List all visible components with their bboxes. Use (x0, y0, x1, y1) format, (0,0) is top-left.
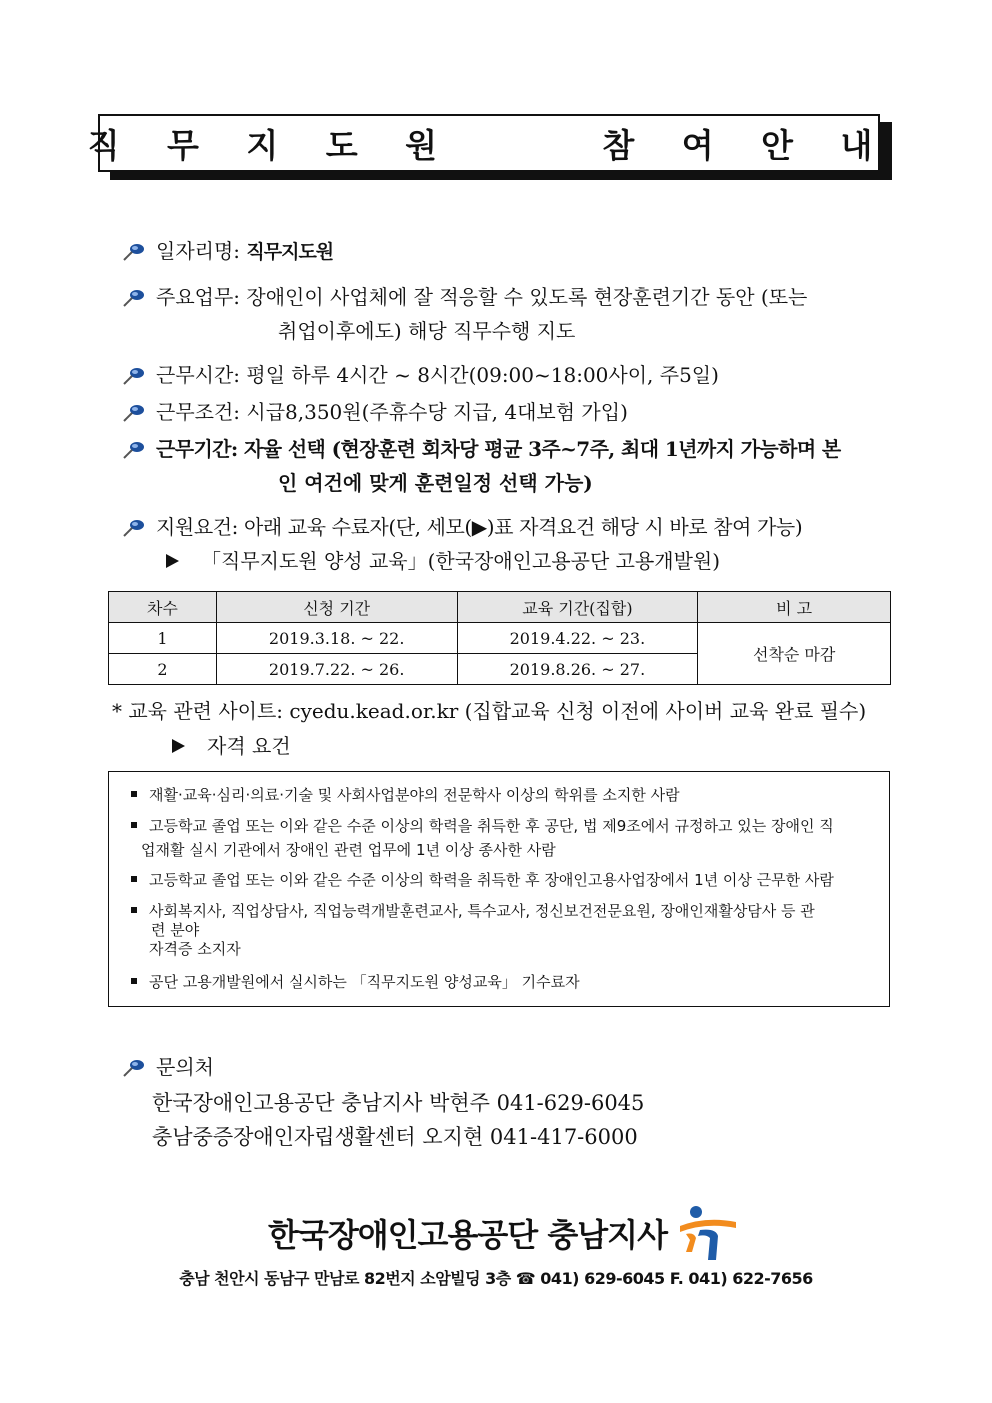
training-label (166, 546, 720, 576)
contact-label: 문의처 (156, 1055, 214, 1079)
cell-round: 1 (109, 623, 217, 654)
pushpin-icon (122, 288, 146, 308)
period-line-2: 인 여건에 맞게 훈련일정 선택 가능) (278, 471, 593, 495)
qualification-item: 사회복지사, 직업상담사, 직업능력개발훈련교사, 특수교사, 정신보건전문요원, 장애인재활상담사 등 관 련 분야 자격증 소지자 (131, 902, 815, 959)
hours-text: 근무시간: 평일 하루 4시간 ~ 8시간(09:00~18:00사이, 주5일) (156, 363, 719, 387)
qualification-label (172, 731, 291, 761)
cell-apply: 2019.7.22. ~ 26. (216, 654, 457, 685)
title-box (87, 114, 891, 172)
conditions-text: 근무조건: 시급8,350원(주휴수당 지급, 4대보험 가입) (156, 400, 628, 424)
job-label: 일자리명: (156, 239, 241, 263)
pushpin-icon (122, 440, 146, 460)
cell-note: 선착순 마감 (698, 623, 891, 685)
bullet-square-icon (131, 876, 137, 882)
duty-line-1: 주요업무: 장애인이 사업체에 잘 적응할 수 있도록 현장훈련기간 동안 (또는 (156, 285, 808, 309)
cell-edu: 2019.8.26. ~ 27. (457, 654, 698, 685)
header-round: 차수 (109, 592, 217, 623)
cell-edu: 2019.4.22. ~ 23. (457, 623, 698, 654)
bullet-square-icon (131, 978, 137, 984)
qualification-item: 고등학교 졸업 또는 이와 같은 수준 이상의 학력을 취득한 후 장애인고용사업장에서 1년 이상 근무한 사람 (131, 870, 834, 890)
qualification-label-text: 자격 요건 (207, 734, 291, 758)
pushpin-icon (122, 403, 146, 423)
kead-logo-icon (676, 1204, 740, 1262)
title-frame (87, 114, 891, 172)
pushpin-icon (122, 1058, 146, 1078)
table-row (109, 623, 891, 654)
site-note: * 교육 관련 사이트: cyedu.kead.or.kr (집합교육 신청 이전에 사이버 교육 완료 필수) (112, 699, 867, 723)
bullet-square-icon (131, 791, 137, 797)
pushpin-icon (122, 518, 146, 538)
bullet-square-icon (131, 822, 137, 828)
bullet-square-icon (131, 907, 137, 913)
triangle-right-icon (172, 739, 185, 753)
duty-line-2: 취업이후에도) 해당 직무수행 지도 (278, 319, 576, 343)
qualification-item: 재활·교육·심리·의료·기술 및 사회사업분야의 전문학사 이상의 학위를 소지한 사람 (131, 785, 680, 805)
job-value: 직무지도원 (246, 241, 334, 263)
header-note: 비 고 (698, 592, 891, 623)
footer-address: 충남 천안시 동남구 만남로 82번지 소암빌딩 3층 ☎ 041) 629-6045 F. 041) 622-7656 (179, 1269, 813, 1288)
pushpin-icon (122, 242, 146, 262)
qualification-box (108, 771, 890, 1007)
qualification-item: 공단 고용개발원에서 실시하는 「직무지도원 양성교육」 기수료자 (131, 972, 580, 992)
header-apply-period: 신청 기간 (216, 592, 457, 623)
cell-apply: 2019.3.18. ~ 22. (216, 623, 457, 654)
page-title: 직 무 지 도 원 참 여 안 내 (87, 125, 891, 165)
schedule-table (108, 591, 891, 685)
header-edu-period: 교육 기간(집합) (457, 592, 698, 623)
cell-round: 2 (109, 654, 217, 685)
period-line-1: 근무기간: 자율 선택 (현장훈련 회차당 평균 3주~7주, 최대 1년까지 가능하며 본 (156, 437, 841, 461)
contact-line-2: 충남중증장애인자립생활센터 오지현 041-417-6000 (152, 1125, 638, 1149)
pushpin-icon (122, 366, 146, 386)
table-header-row (109, 592, 891, 623)
organization-name: 한국장애인고용공단 충남지사 (268, 1216, 667, 1254)
qualification-item: 고등학교 졸업 또는 이와 같은 수준 이상의 학력을 취득한 후 공단, 법 제9조에서 규정하고 있는 장애인 직 업재활 실시 기관에서 장애인 관련 업무에 1년 이상 종사한 사람 (131, 816, 834, 860)
triangle-right-icon (166, 554, 179, 568)
apply-text: 지원요건: 아래 교육 수료자(단, 세모(▶)표 자격요건 해당 시 바로 참여 가능) (156, 515, 803, 539)
contact-line-1: 한국장애인고용공단 충남지사 박현주 041-629-6045 (152, 1091, 645, 1115)
training-label-text: 「직무지도원 양성 교육」(한국장애인고용공단 고용개발원) (201, 549, 721, 573)
